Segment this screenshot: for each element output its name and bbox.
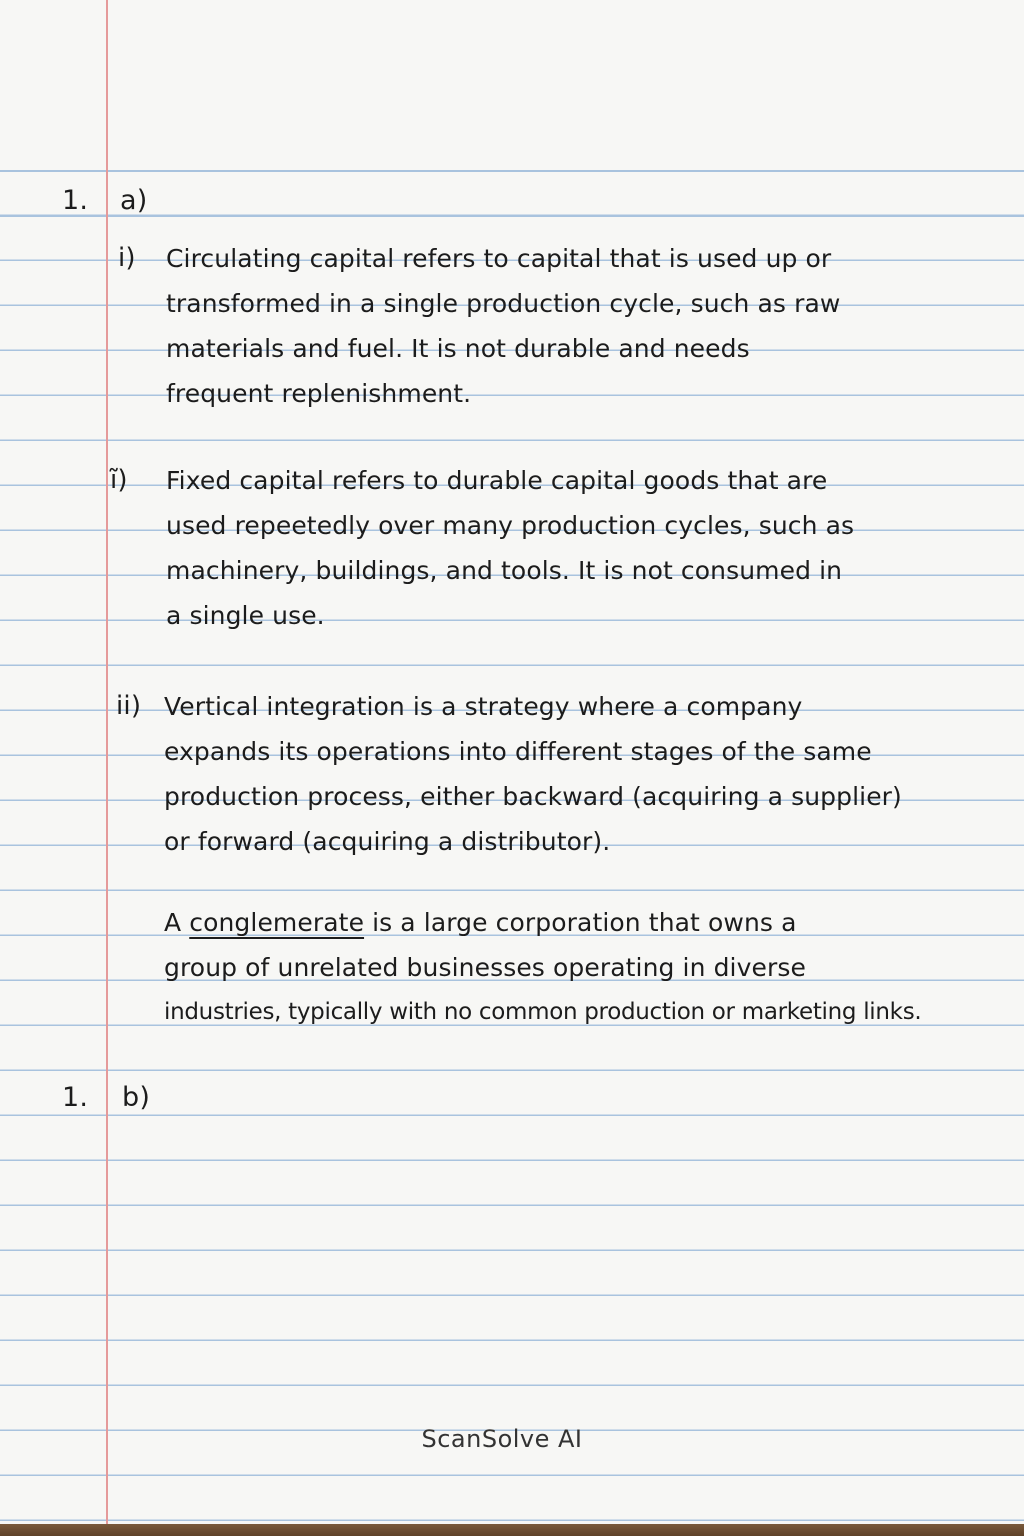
item-marker: ii) bbox=[116, 691, 142, 721]
text-line: or forward (acquiring a distributor). bbox=[164, 827, 611, 856]
rule-line bbox=[0, 170, 1024, 172]
answer-paragraph-vertical-integration bbox=[164, 684, 902, 864]
rule-line bbox=[0, 215, 1024, 217]
question-part-label: a) bbox=[120, 185, 148, 216]
answer-paragraph-conglomerate bbox=[164, 900, 921, 1035]
text-line: expands its operations into different stages of the same bbox=[164, 737, 872, 766]
item-marker: ĩ) bbox=[110, 465, 128, 495]
footer-text: ScanSolve AI bbox=[421, 1425, 583, 1453]
text-line: frequent replenishment. bbox=[166, 379, 472, 408]
question-number: 1. bbox=[62, 1082, 89, 1113]
text-line: used repeetedly over many production cycles, such as bbox=[166, 511, 855, 540]
text-line: materials and fuel. It is not durable and needs bbox=[166, 334, 750, 363]
text-line: industries, typically with no common production or marketing links. bbox=[164, 999, 922, 1025]
page-header-area bbox=[0, 0, 1024, 170]
text-line: Vertical integration is a strategy where a company bbox=[164, 692, 803, 721]
item-marker: i) bbox=[118, 243, 136, 273]
text-line: group of unrelated businesses operating in diverse bbox=[164, 953, 806, 982]
answer-paragraph-fixed-capital bbox=[166, 458, 854, 638]
footer-watermark bbox=[0, 1425, 1024, 1453]
article-word: A bbox=[164, 908, 182, 937]
text-line: Fixed capital refers to durable capital goods that are bbox=[166, 466, 828, 495]
text-line bbox=[164, 900, 921, 945]
desk-surface bbox=[0, 1524, 1024, 1536]
key-term: conglemerate bbox=[189, 908, 365, 937]
text-line: Circulating capital refers to capital that is used up or bbox=[166, 244, 832, 273]
question-part-label: b) bbox=[122, 1082, 151, 1113]
answer-paragraph-circulating-capital bbox=[166, 236, 840, 416]
question-number: 1. bbox=[62, 185, 89, 216]
margin-line bbox=[106, 0, 108, 1524]
text-line: transformed in a single production cycle, such as raw bbox=[166, 289, 841, 318]
text-line: production process, either backward (acquiring a supplier) bbox=[164, 782, 902, 811]
text-line: a single use. bbox=[166, 601, 325, 630]
text-line: machinery, buildings, and tools. It is not consumed in bbox=[166, 556, 843, 585]
text-fragment: is a large corporation that owns a bbox=[372, 908, 797, 937]
